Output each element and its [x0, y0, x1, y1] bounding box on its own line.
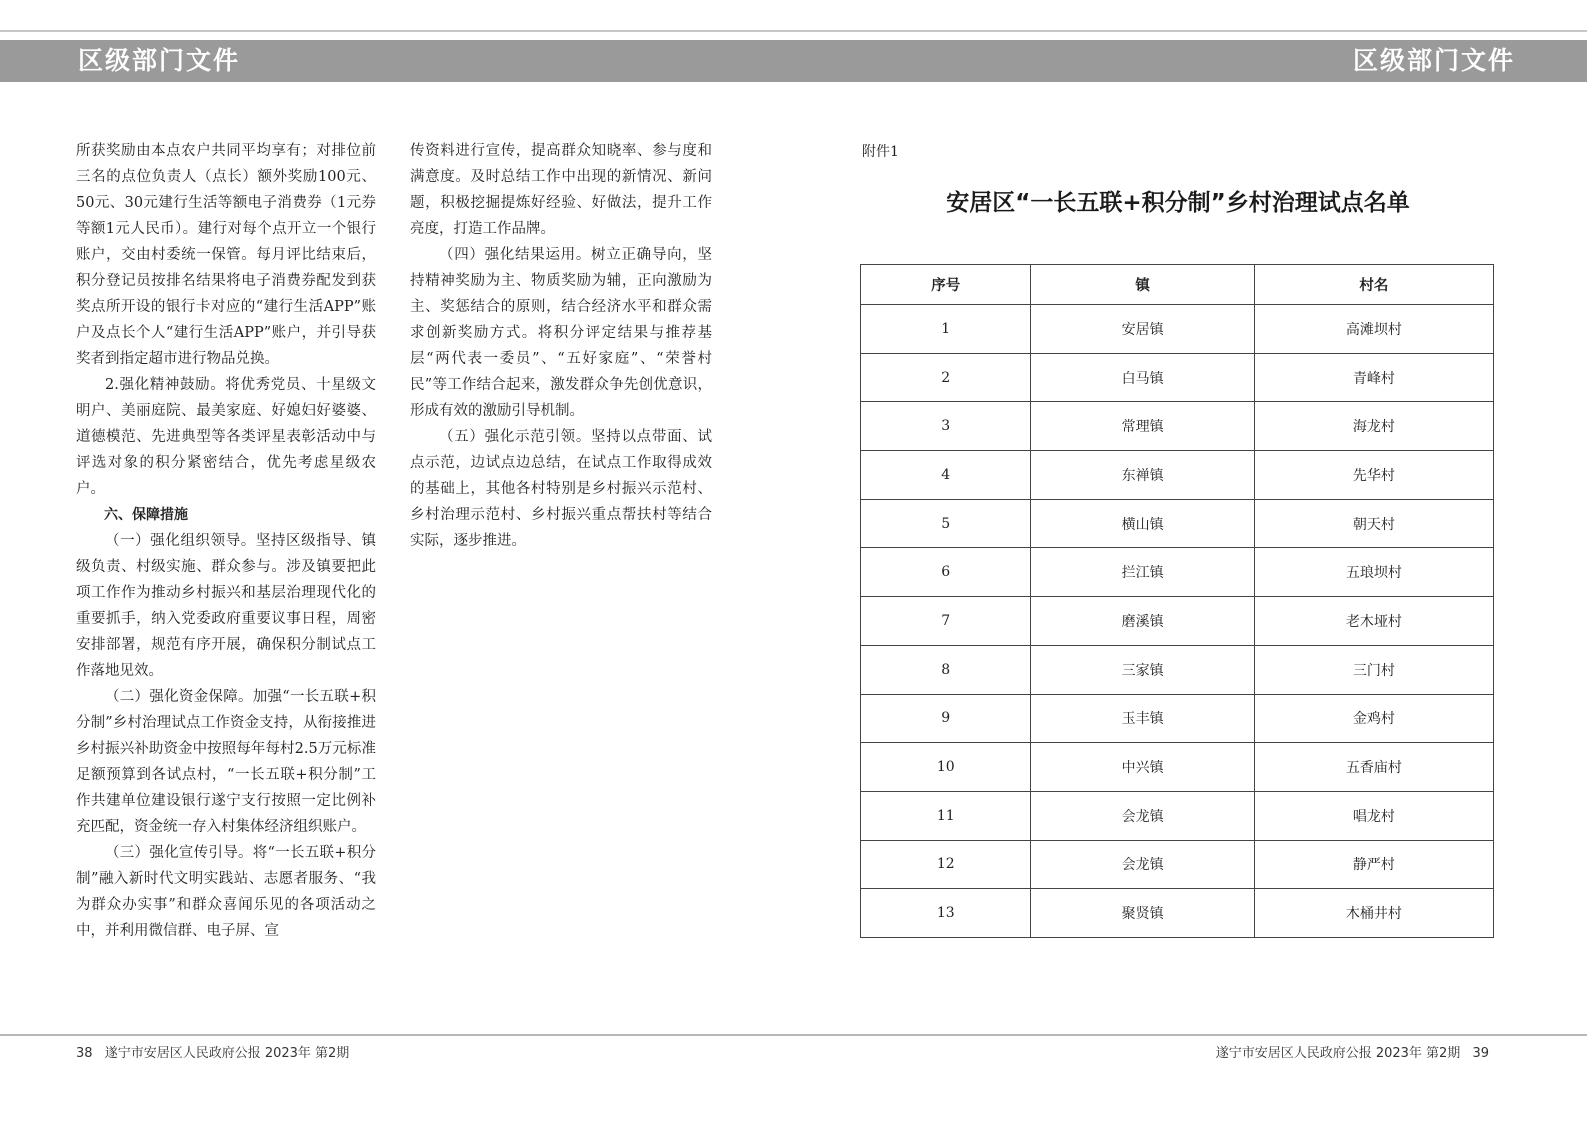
table-row	[861, 451, 1494, 500]
cell-index: 7	[861, 597, 1031, 646]
cell-town: 安居镇	[1031, 305, 1254, 354]
cell-index: 5	[861, 499, 1031, 548]
section-heading: 六、保障措施	[104, 507, 188, 523]
table-row	[861, 694, 1494, 743]
header-title-right: 区级部门文件	[1352, 46, 1515, 75]
cell-town: 会龙镇	[1031, 791, 1254, 840]
footer-rule	[0, 1034, 1587, 1036]
paragraph: 所获奖励由本点农户共同平均享有；对排位前三名的点位负责人（点长）额外奖励100元、50元、30元建行生活等额电子消费券（1元券等额1元人民币）。建行对每个点开立一个银行账户，交由村委统一保管。每月评比结束后，积分登记员按排名结果将电子消费券配发到获奖点所开设的银行卡对应的“建行生活APP”账户及点长个人“建行生活APP”账户，并引导获奖者到指定超市进行物品兑换。	[76, 143, 376, 367]
cell-village: 老木垭村	[1254, 597, 1493, 646]
page-number-left: 38	[76, 1046, 93, 1061]
cell-index: 9	[861, 694, 1031, 743]
cell-village: 三门村	[1254, 645, 1493, 694]
table-row	[861, 791, 1494, 840]
cell-town: 玉丰镇	[1031, 694, 1254, 743]
table-row	[861, 840, 1494, 889]
cell-village: 青峰村	[1254, 353, 1493, 402]
column-header-village: 村名	[1254, 265, 1493, 305]
cell-village: 五琅坝村	[1254, 548, 1493, 597]
table-row	[861, 402, 1494, 451]
footer-left-text: 遂宁市安居区人民政府公报 2023年 第2期	[104, 1046, 350, 1061]
cell-town: 聚贤镇	[1031, 889, 1254, 938]
paragraph: （四）强化结果运用。树立正确导向，坚持精神奖励为主、物质奖励为辅，正向激励为主、奖惩结合的原则，结合经济水平和群众需求创新奖励方式。将积分评定结果与推荐基层“两代表一委员”、“五好家庭”、“荣誉村民”等工作结合起来，激发群众争先创优意识，形成有效的激励引导机制。	[410, 247, 712, 419]
paragraph: （三）强化宣传引导。将“一长五联+积分制”融入新时代文明实践站、志愿者服务、“我为群众办实事”和群众喜闻乐见的各项活动之中，并利用微信群、电子屏、宣	[76, 845, 376, 939]
cell-village: 先华村	[1254, 451, 1493, 500]
cell-index: 13	[861, 889, 1031, 938]
top-rule	[0, 30, 1587, 32]
table-row	[861, 889, 1494, 938]
table-row	[861, 597, 1494, 646]
cell-village: 朝天村	[1254, 499, 1493, 548]
table-header-row	[861, 265, 1494, 305]
pilot-list-title: 安居区“一长五联+积分制”乡村治理试点名单	[946, 190, 1410, 216]
table-row	[861, 305, 1494, 354]
table-body	[861, 305, 1494, 938]
paragraph: （二）强化资金保障。加强“一长五联+积分制”乡村治理试点工作资金支持，从衔接推进乡村振兴补助资金中按照每年每村2.5万元标准足额预算到各试点村，“一长五联+积分制”工作共建单位建设银行遂宁支行按照一定比例补充匹配，资金统一存入村集体经济组织账户。	[76, 689, 376, 835]
cell-village: 海龙村	[1254, 402, 1493, 451]
footer-right	[1216, 1042, 1497, 1061]
cell-town: 横山镇	[1031, 499, 1254, 548]
cell-town: 白马镇	[1031, 353, 1254, 402]
cell-index: 3	[861, 402, 1031, 451]
table-row	[861, 743, 1494, 792]
column-header-town: 镇	[1031, 265, 1254, 305]
cell-village: 木桶井村	[1254, 889, 1493, 938]
paragraph: （五）强化示范引领。坚持以点带面、试点示范，边试点边总结，在试点工作取得成效的基础上，其他各村特别是乡村振兴示范村、乡村治理示范村、乡村振兴重点帮扶村等结合实际，逐步推进。	[410, 429, 712, 549]
cell-town: 东禅镇	[1031, 451, 1254, 500]
column-header-index: 序号	[861, 265, 1031, 305]
annex-label: 附件1	[862, 144, 899, 160]
cell-town: 拦江镇	[1031, 548, 1254, 597]
middle-text-column	[410, 138, 712, 554]
cell-town: 三家镇	[1031, 645, 1254, 694]
cell-town: 磨溪镇	[1031, 597, 1254, 646]
footer-right-text: 遂宁市安居区人民政府公报 2023年 第2期	[1215, 1046, 1461, 1061]
table-row	[861, 548, 1494, 597]
paragraph: 2.强化精神鼓励。将优秀党员、十星级文明户、美丽庭院、最美家庭、好媳妇好婆婆、道德模范、先进典型等各类评星表彰活动中与评选对象的积分紧密结合，优先考虑星级农户。	[76, 377, 376, 497]
cell-index: 11	[861, 791, 1031, 840]
cell-index: 1	[861, 305, 1031, 354]
pilot-list-table	[860, 264, 1494, 938]
cell-village: 金鸡村	[1254, 694, 1493, 743]
cell-village: 唱龙村	[1254, 791, 1493, 840]
cell-index: 12	[861, 840, 1031, 889]
cell-town: 中兴镇	[1031, 743, 1254, 792]
cell-town: 会龙镇	[1031, 840, 1254, 889]
cell-village: 静严村	[1254, 840, 1493, 889]
left-text-column	[76, 138, 376, 944]
footer-left	[76, 1042, 349, 1061]
cell-town: 常理镇	[1031, 402, 1254, 451]
page-number-right: 39	[1472, 1046, 1489, 1061]
cell-index: 10	[861, 743, 1031, 792]
table-row	[861, 499, 1494, 548]
cell-index: 6	[861, 548, 1031, 597]
cell-index: 8	[861, 645, 1031, 694]
cell-village: 高滩坝村	[1254, 305, 1493, 354]
table-row	[861, 353, 1494, 402]
paragraph: 传资料进行宣传，提高群众知晓率、参与度和满意度。及时总结工作中出现的新情况、新问题，积极挖掘提炼好经验、好做法，提升工作亮度，打造工作品牌。	[410, 143, 712, 237]
cell-index: 4	[861, 451, 1031, 500]
cell-index: 2	[861, 353, 1031, 402]
header-title-left: 区级部门文件	[78, 46, 241, 75]
cell-village: 五香庙村	[1254, 743, 1493, 792]
table-row	[861, 645, 1494, 694]
paragraph: （一）强化组织领导。坚持区级指导、镇级负责、村级实施、群众参与。涉及镇要把此项工作作为推动乡村振兴和基层治理现代化的重要抓手，纳入党委政府重要议事日程，周密安排部署，规范有序开展，确保积分制试点工作落地见效。	[76, 533, 376, 679]
